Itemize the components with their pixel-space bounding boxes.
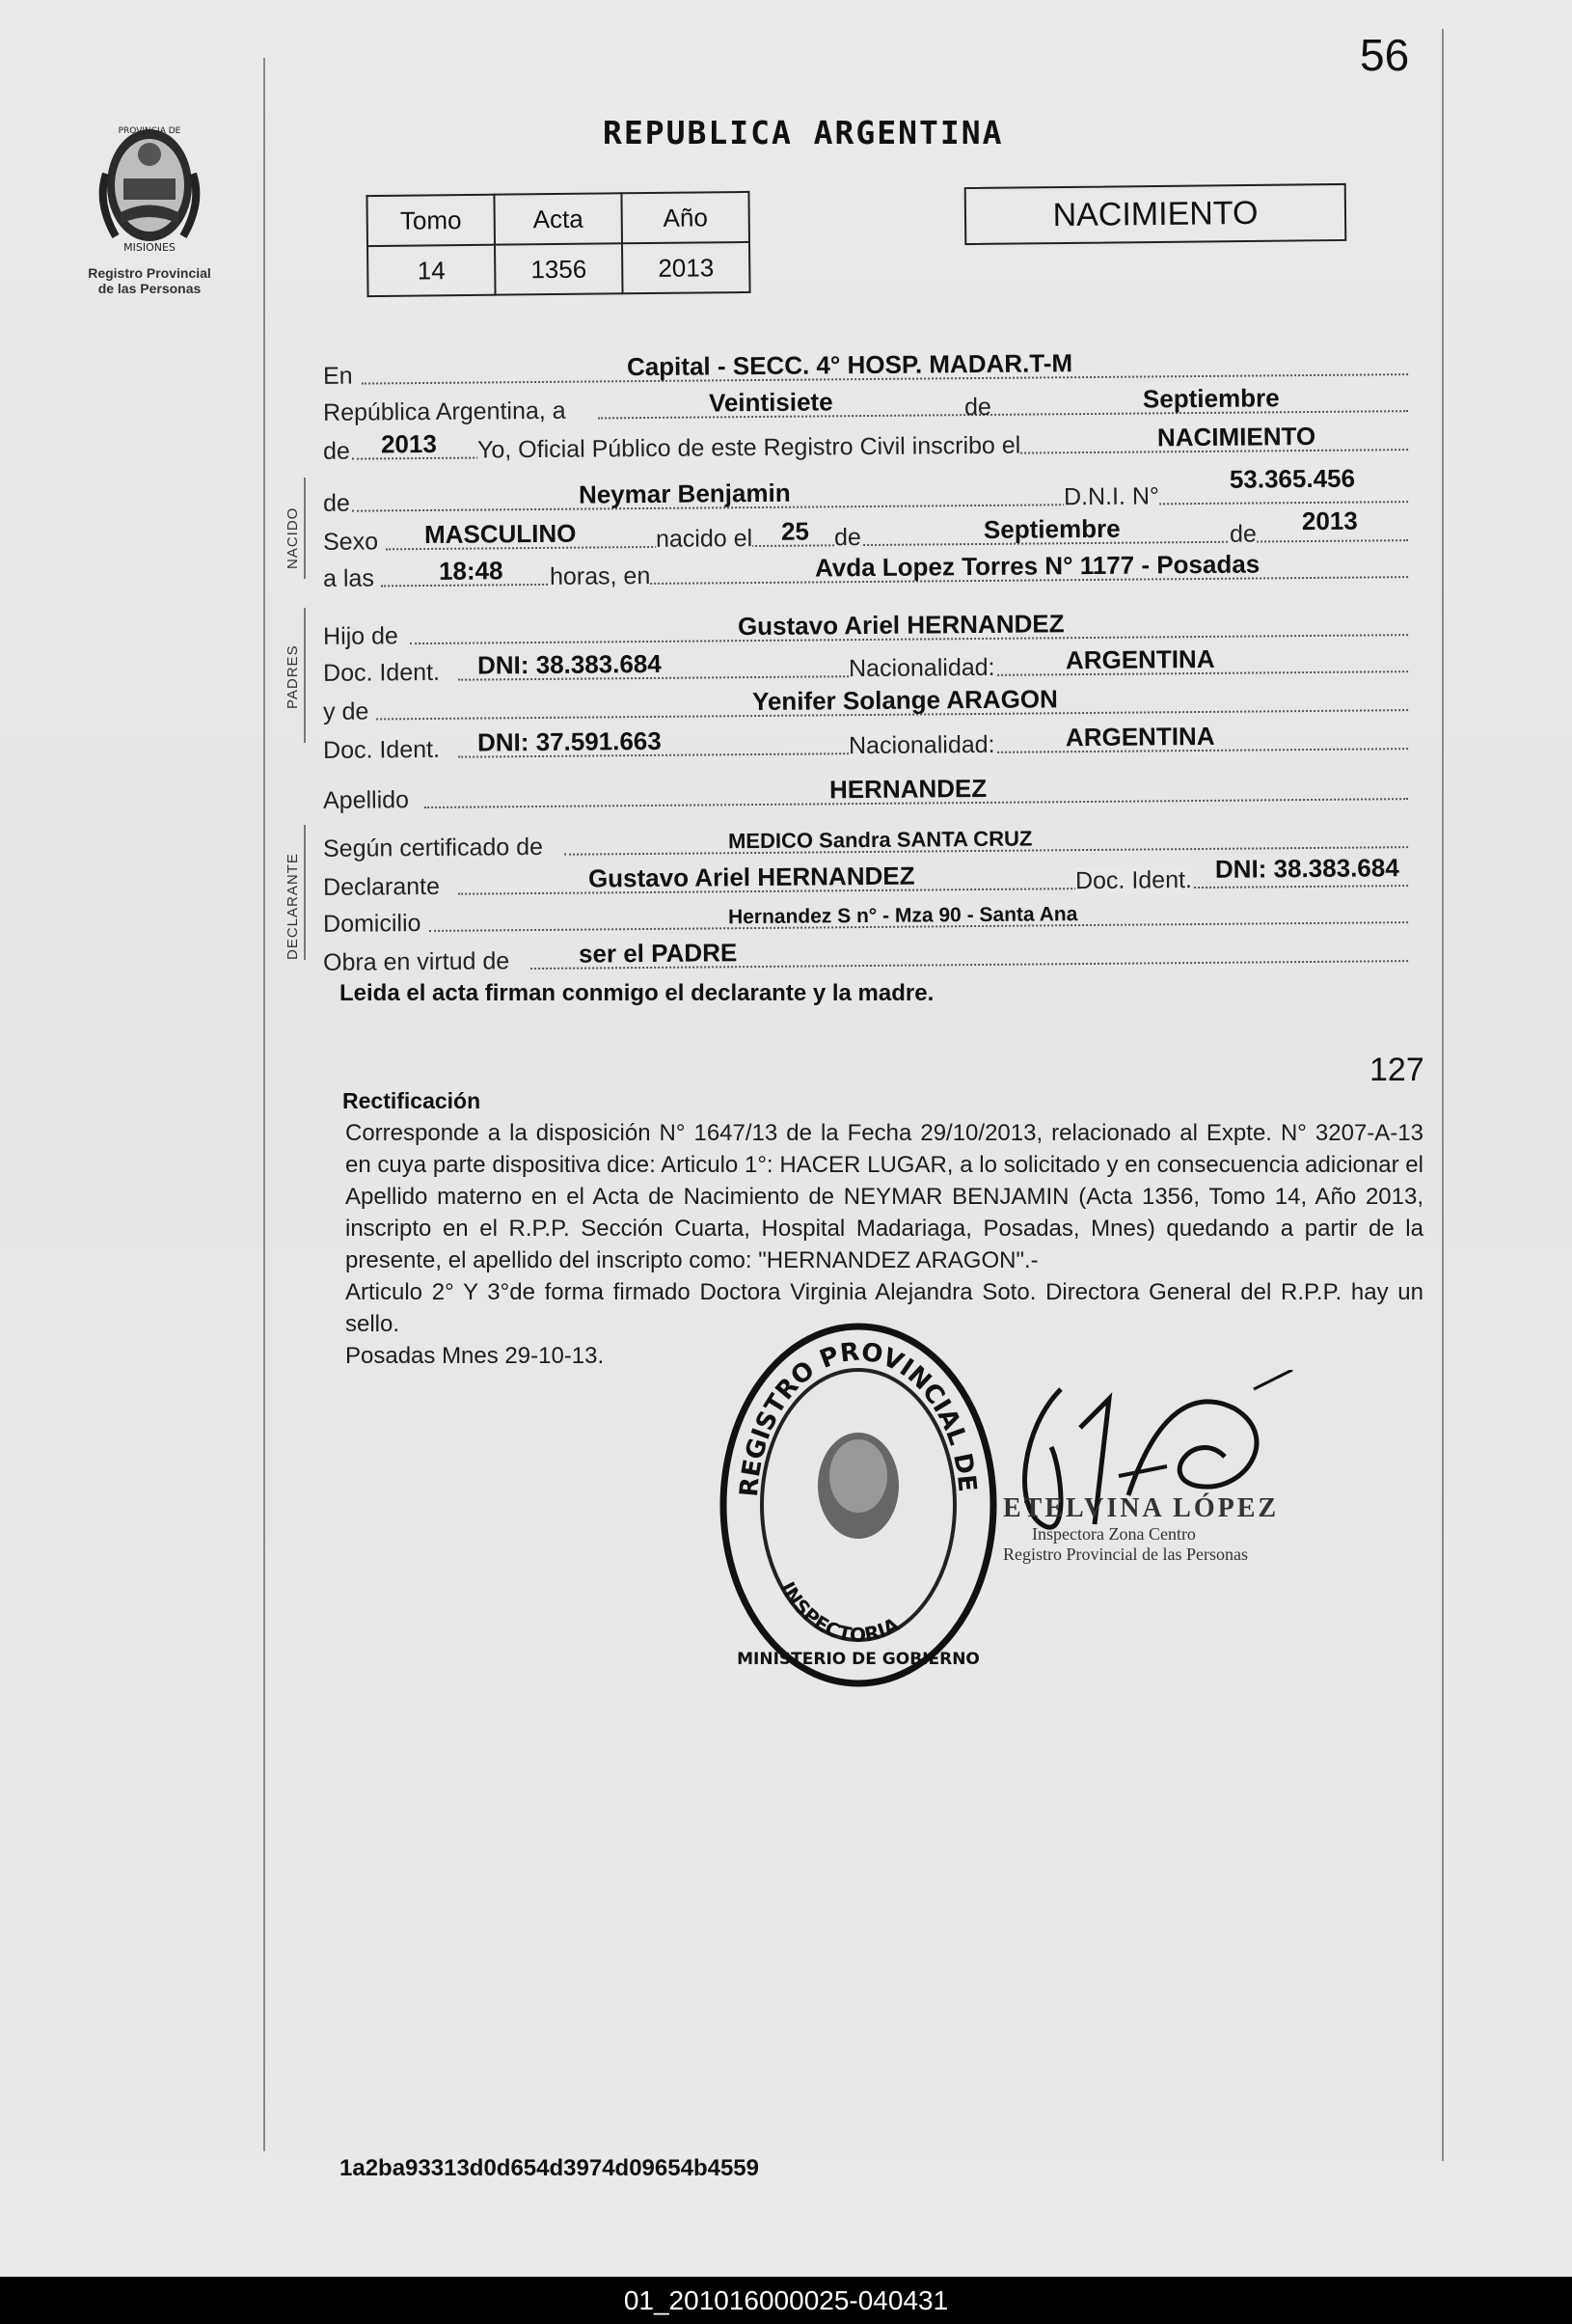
rectificacion-paragraph-3: Posadas Mnes 29-10-13. bbox=[345, 1343, 605, 1369]
svg-text:INSPECTORIA: INSPECTORIA bbox=[775, 1577, 904, 1647]
tomo-label: Tomo bbox=[366, 195, 495, 246]
padre-nac-label: Nacionalidad: bbox=[848, 653, 995, 683]
rectificacion-paragraph-2: Articulo 2° Y 3°de forma firmado Doctora Virginia Alejandra Soto. Directora General del R.P.P. hay un sello. bbox=[345, 1279, 1423, 1337]
padre-doc-label: Doc. Ident. bbox=[322, 658, 441, 687]
madre-doc-label: Doc. Ident. bbox=[322, 735, 441, 764]
declarante-value: Gustavo Ariel HERNANDEZ bbox=[587, 861, 915, 893]
nacido-dia: 25 bbox=[780, 516, 810, 546]
acta-value: 1356 bbox=[495, 243, 623, 294]
sexo-value: MASCULINO bbox=[423, 518, 577, 550]
madre-doc-value: DNI: 37.591.663 bbox=[476, 725, 662, 757]
dni-label: D.N.I. N° bbox=[1063, 482, 1160, 511]
nombre-label: de bbox=[322, 489, 350, 517]
svg-text:MISIONES: MISIONES bbox=[123, 241, 176, 254]
section-divider-declarante bbox=[304, 825, 306, 960]
declarante-doc-label: Doc. Ident. bbox=[1074, 866, 1193, 895]
svg-text:MINISTERIO DE GOBIERNO: MINISTERIO DE GOBIERNO bbox=[737, 1650, 980, 1669]
row-anio bbox=[323, 418, 1413, 466]
alas-label: a las bbox=[322, 564, 374, 592]
dia-texto: Veintisiete bbox=[708, 387, 833, 418]
svg-text:REGISTRO PROVINCIAL DE LAS PER: REGISTRO PROVINCIAL DE bbox=[734, 1337, 982, 1498]
document-title: REPUBLICA ARGENTINA bbox=[603, 114, 1004, 151]
nombre-value: Neymar Benjamin bbox=[578, 478, 791, 509]
apellido-label: Apellido bbox=[322, 786, 410, 814]
stamp-org: Registro Provincial de las Personas bbox=[1003, 1545, 1248, 1564]
anio-value-text: 2013 bbox=[380, 428, 437, 459]
tomo-value: 14 bbox=[367, 245, 496, 296]
republica-label: República Argentina, a bbox=[322, 396, 566, 426]
yde-label: y de bbox=[322, 697, 369, 725]
hijo-label: Hijo de bbox=[322, 622, 399, 650]
rectificacion-heading: Rectificación bbox=[342, 1088, 481, 1113]
nacido-label: nacido el bbox=[655, 525, 753, 553]
province-logo bbox=[68, 116, 231, 296]
seal-icon bbox=[718, 1322, 998, 1688]
madre-value: Yenifer Solange ARAGON bbox=[751, 684, 1058, 717]
domicilio-label: Domicilio bbox=[322, 910, 421, 938]
right-margin-line bbox=[1442, 29, 1444, 2161]
declarante-doc-value: DNI: 38.383.684 bbox=[1214, 853, 1399, 884]
domicilio-value: Hernandez S n° - Mza 90 - Santa Ana bbox=[727, 903, 1078, 929]
nacido-de1: de bbox=[833, 524, 861, 552]
obra-value: ser el PADRE bbox=[578, 938, 738, 969]
sexo-label: Sexo bbox=[322, 528, 379, 556]
nacido-mes: Septiembre bbox=[983, 513, 1121, 544]
anio-prefix: de bbox=[322, 437, 350, 465]
inscribo-value: NACIMIENTO bbox=[1156, 421, 1316, 452]
obra-label: Obra en virtud de bbox=[322, 947, 510, 976]
en-value: Capital - SECC. 4° HOSP. MADAR.T-M bbox=[626, 348, 1073, 382]
document-hash: 1a2ba93313d0d654d3974d09654b4559 bbox=[339, 2155, 759, 2181]
padre-doc-value: DNI: 38.383.684 bbox=[476, 648, 662, 680]
row-obra bbox=[323, 929, 1413, 977]
misiones-crest-icon bbox=[87, 116, 212, 260]
row-hora bbox=[323, 545, 1413, 593]
lugar-value: Avda Lopez Torres N° 1177 - Posadas bbox=[814, 549, 1260, 583]
dni-value: 53.365.456 bbox=[1229, 463, 1356, 494]
declarante-label: Declarante bbox=[322, 872, 441, 901]
stamp-name: ETELVINA LÓPEZ bbox=[1003, 1493, 1280, 1523]
row-apellido bbox=[323, 767, 1413, 815]
closing-statement: Leida el acta firman conmigo el declarante y la madre. bbox=[339, 980, 935, 1006]
left-margin-line bbox=[263, 58, 265, 2151]
section-divider-padres bbox=[304, 608, 306, 743]
section-label-padres: PADRES bbox=[285, 644, 301, 709]
registry-table bbox=[366, 191, 750, 297]
stamp-role: Inspectora Zona Centro bbox=[1032, 1524, 1196, 1544]
anio-value: 2013 bbox=[622, 242, 750, 293]
hora-value: 18:48 bbox=[438, 556, 503, 586]
acta-label: Acta bbox=[494, 193, 622, 244]
page-number: 56 bbox=[1360, 30, 1410, 80]
nacido-de2: de bbox=[1229, 520, 1257, 548]
rectificacion-paragraph-1: Corresponde a la disposición N° 1647/13 de la Fecha 29/10/2013, relacionado al Expte. N° 3207-A-13 en cuya parte dispositiva dice: Articulo 1°: HACER LUGAR, a lo solicitado y en consecuencia adicionar el Apellido materno en el Acta de Nacimiento de NEYMAR BENJAMIN (Acta 1356, Tomo 14, Año 2013, inscripto en el R.P.P. Sección Cuarta, Hospital Madariaga, Posadas, Mnes) quedando a partir de la presente, el apellido del inscripto como: "HERNANDEZ ARAGON".- bbox=[345, 1120, 1423, 1273]
en-label: En bbox=[322, 362, 353, 390]
certificado-value: MEDICO Sandra SANTA CRUZ bbox=[727, 826, 1033, 854]
inspector-stamp bbox=[1003, 1493, 1279, 1565]
anio-label: Año bbox=[621, 192, 749, 243]
madre-nac-label: Nacionalidad: bbox=[848, 730, 995, 760]
section-label-nacido: NACIDO bbox=[285, 506, 301, 569]
padre-nac-value: ARGENTINA bbox=[1065, 643, 1215, 675]
section-divider-nacido bbox=[304, 478, 306, 579]
inscribo-text: Yo, Oficial Público de este Registro Civil inscribo el bbox=[476, 431, 1021, 464]
row-madre-doc bbox=[323, 717, 1413, 765]
nacido-anio: 2013 bbox=[1301, 506, 1358, 536]
apellido-value: HERNANDEZ bbox=[828, 773, 988, 805]
official-seal bbox=[718, 1322, 998, 1693]
padre-value: Gustavo Ariel HERNANDEZ bbox=[737, 609, 1065, 642]
logo-caption-line2: de las Personas bbox=[97, 281, 202, 296]
footer-id-bar: 01_201016000025-040431 bbox=[0, 2277, 1572, 2324]
section-label-declarante: DECLARANTE bbox=[285, 853, 301, 960]
record-type-box: NACIMIENTO bbox=[964, 183, 1347, 245]
de-label: de bbox=[963, 393, 991, 422]
segun-label: Según certificado de bbox=[322, 833, 544, 862]
marginal-number: 127 bbox=[1369, 1052, 1424, 1088]
madre-nac-value: ARGENTINA bbox=[1065, 721, 1215, 752]
mes-value: Septiembre bbox=[1142, 383, 1280, 414]
svg-text:PROVINCIA DE: PROVINCIA DE bbox=[118, 126, 181, 136]
horas-en-label: horas, en bbox=[549, 561, 651, 590]
logo-caption-line1: Registro Provincial bbox=[88, 265, 211, 281]
